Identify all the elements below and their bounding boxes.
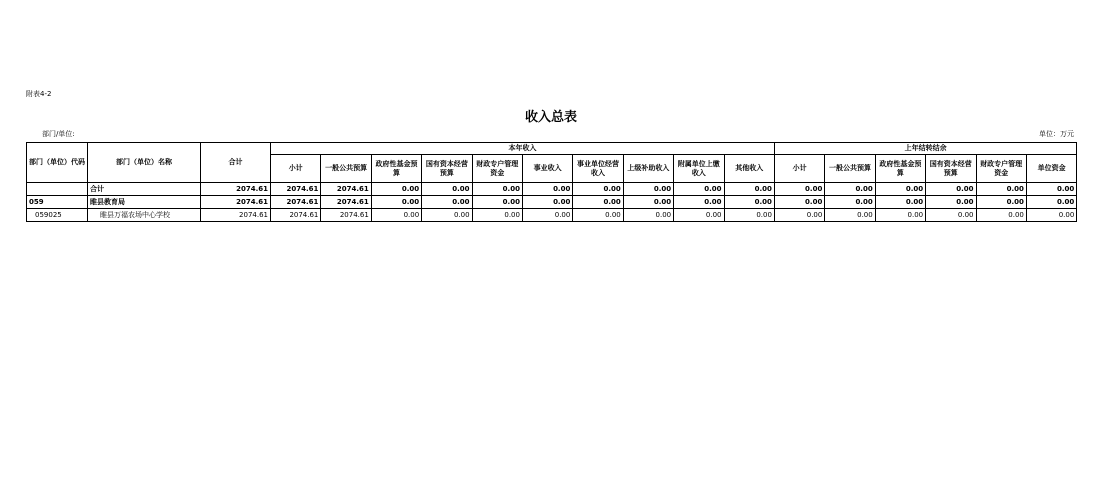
cell-prev: 0.00 [774,196,824,209]
header-prev-col: 一般公共预算 [825,155,875,183]
header-prev-col: 单位资金 [1026,155,1076,183]
cell-prev: 0.00 [1026,183,1076,196]
cell-name: 合计 [88,183,201,196]
header-total: 合计 [201,143,271,183]
income-summary-table [26,142,1077,222]
cell-prev: 0.00 [926,209,976,222]
cell-current: 0.00 [422,196,472,209]
cell-current: 0.00 [573,209,623,222]
cell-current: 0.00 [573,196,623,209]
header-current-col: 其他收入 [724,155,774,183]
cell-current: 0.00 [674,196,724,209]
cell-current: 0.00 [724,209,774,222]
cell-code [27,183,88,196]
unit-label: 单位：万元 [1039,130,1074,138]
cell-current: 0.00 [472,183,522,196]
cell-current: 0.00 [371,196,421,209]
cell-prev: 0.00 [875,183,925,196]
header-current-col: 上级补助收入 [623,155,673,183]
cell-current: 0.00 [724,196,774,209]
header-current-col: 一般公共预算 [321,155,371,183]
cell-current: 2074.61 [271,196,321,209]
dept-label: 部门/单位: [42,130,75,138]
cell-current: 0.00 [623,196,673,209]
cell-current: 0.00 [522,196,572,209]
cell-prev: 0.00 [825,196,875,209]
cell-prev: 0.00 [774,183,824,196]
header-prev-col: 国有资本经营预算 [926,155,976,183]
cell-prev: 0.00 [976,196,1026,209]
header-current-col: 财政专户管理资金 [472,155,522,183]
cell-current: 0.00 [472,196,522,209]
header-prev-col: 小计 [774,155,824,183]
cell-current: 0.00 [472,209,522,222]
header-prev-col: 政府性基金预算 [875,155,925,183]
cell-total: 2074.61 [201,209,271,222]
cell-prev: 0.00 [926,183,976,196]
cell-prev: 0.00 [875,209,925,222]
cell-current: 0.00 [422,183,472,196]
header-group-current: 本年收入 [271,143,775,155]
page-title: 收入总表 [524,110,577,125]
header-current-col: 附属单位上缴收入 [674,155,724,183]
header-current-col: 事业单位经营收入 [573,155,623,183]
cell-prev: 0.00 [976,209,1026,222]
cell-current: 2074.61 [321,183,371,196]
cell-current: 2074.61 [321,196,371,209]
cell-name: 睢县教育局 [88,196,201,209]
cell-current: 0.00 [623,183,673,196]
header-code: 部门（单位）代码 [27,143,88,183]
cell-current: 0.00 [623,209,673,222]
cell-prev: 0.00 [1026,196,1076,209]
header-current-col: 小计 [271,155,321,183]
cell-current: 0.00 [371,183,421,196]
cell-total: 2074.61 [201,196,271,209]
cell-current: 2074.61 [321,209,371,222]
header-current-col: 事业收入 [522,155,572,183]
table-row [27,209,1077,222]
cell-prev: 0.00 [976,183,1026,196]
cell-code: 059025 [27,209,88,222]
cell-current: 0.00 [724,183,774,196]
cell-code: 059 [27,196,88,209]
cell-current: 0.00 [522,209,572,222]
cell-total: 2074.61 [201,183,271,196]
cell-current: 0.00 [522,183,572,196]
cell-current: 0.00 [573,183,623,196]
header-group-prev: 上年结转结余 [774,143,1076,155]
cell-prev: 0.00 [825,209,875,222]
cell-prev: 0.00 [875,196,925,209]
header-name: 部门（单位）名称 [88,143,201,183]
cell-current: 0.00 [371,209,421,222]
header-current-col: 政府性基金预算 [371,155,421,183]
cell-current: 2074.61 [271,209,321,222]
attachment-number: 附表4-2 [26,90,52,98]
header-prev-col: 财政专户管理资金 [976,155,1026,183]
cell-prev: 0.00 [825,183,875,196]
table-row [27,196,1077,209]
cell-current: 2074.61 [271,183,321,196]
cell-current: 0.00 [674,209,724,222]
table-row [27,183,1077,196]
cell-prev: 0.00 [774,209,824,222]
cell-prev: 0.00 [926,196,976,209]
cell-current: 0.00 [674,183,724,196]
cell-name: 睢县万福农场中心学校 [88,209,201,222]
cell-prev: 0.00 [1026,209,1076,222]
cell-current: 0.00 [422,209,472,222]
header-current-col: 国有资本经营预算 [422,155,472,183]
